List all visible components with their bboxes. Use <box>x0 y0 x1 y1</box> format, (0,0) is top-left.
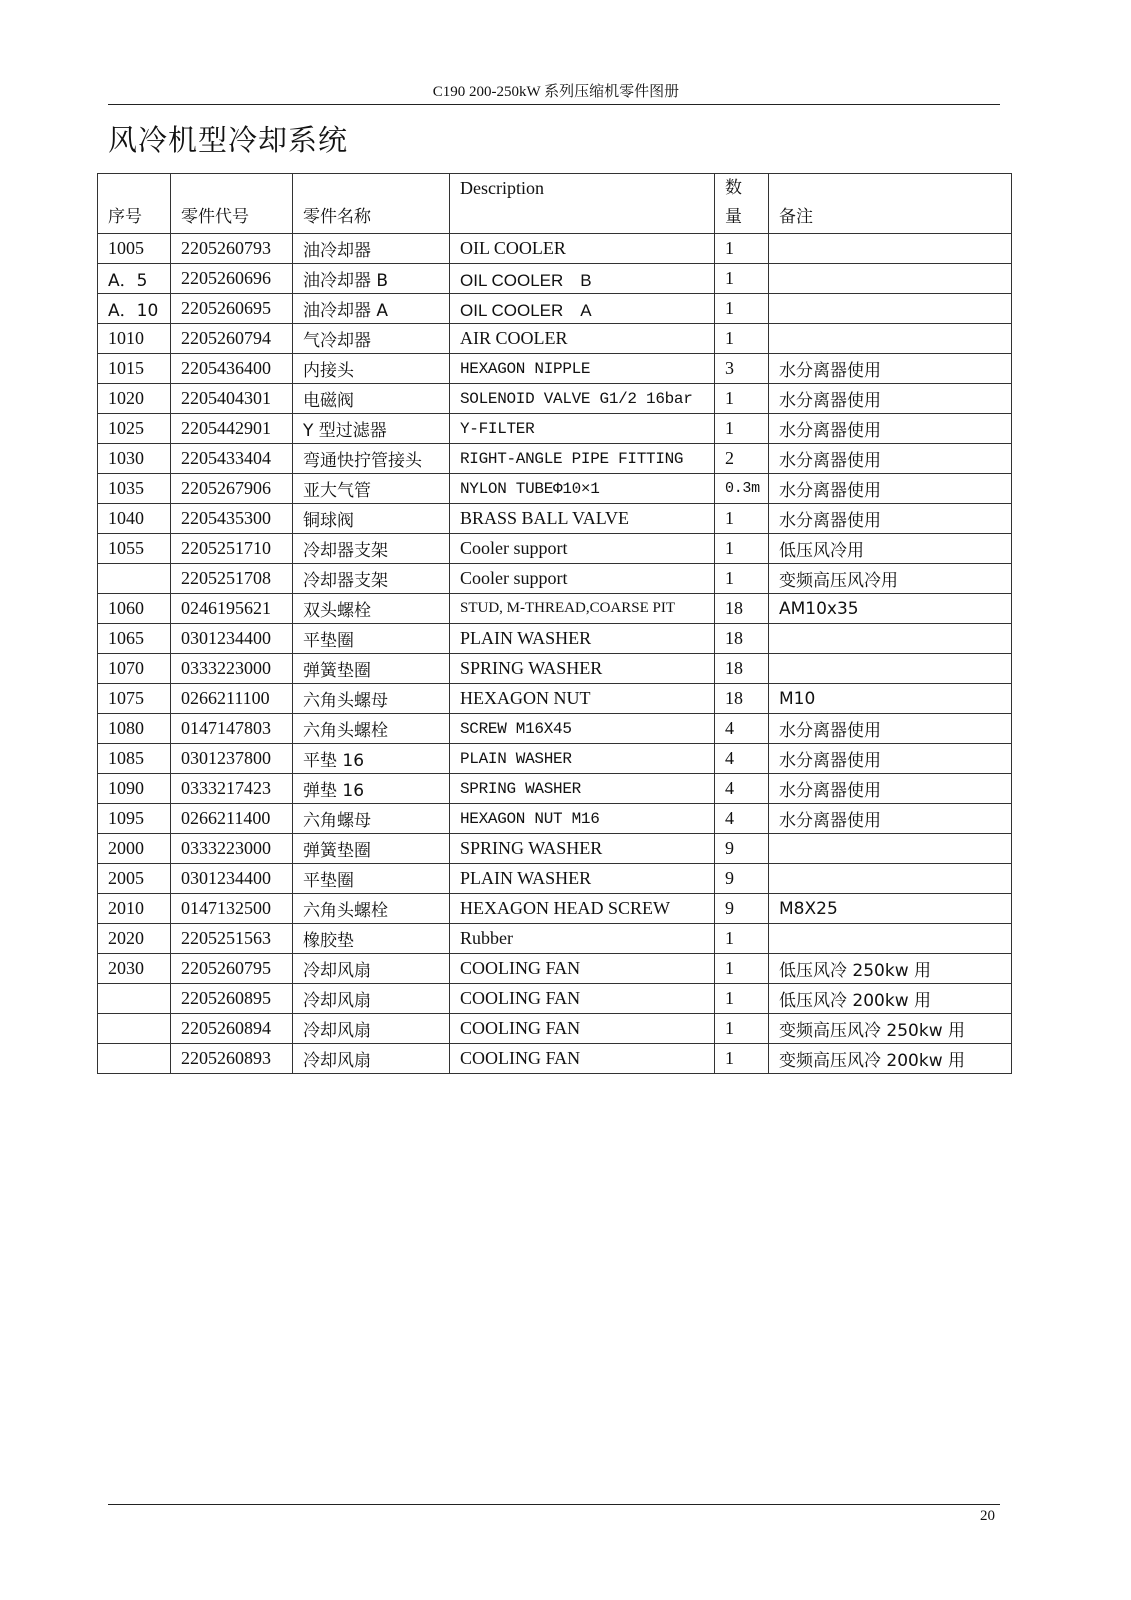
cell-remark: 水分离器使用 <box>769 354 1012 384</box>
cell-seq: 2030 <box>98 954 171 984</box>
header-divider <box>108 104 1000 105</box>
table-row <box>98 534 1012 564</box>
cell-seq: 1025 <box>98 414 171 444</box>
cell-description: HEXAGON NUT <box>450 684 715 714</box>
cell-name: 亚大气管 <box>293 474 450 504</box>
cell-remark: 低压风冷 250kw 用 <box>769 954 1012 984</box>
cell-part-no: 0147132500 <box>171 894 293 924</box>
cell-qty: 1 <box>715 324 769 354</box>
cell-part-no: 2205251563 <box>171 924 293 954</box>
cell-remark <box>769 234 1012 264</box>
running-header: C190 200-250kW 系列压缩机零件图册 <box>432 84 680 100</box>
cell-seq: 1095 <box>98 804 171 834</box>
table-row <box>98 294 1012 324</box>
cell-remark <box>769 294 1012 324</box>
cell-remark: M8X25 <box>769 894 1012 924</box>
page-title: 风冷机型冷却系统 <box>108 123 349 157</box>
cell-qty: 1 <box>715 264 769 294</box>
table-row <box>98 804 1012 834</box>
cell-name: 油冷却器 B <box>293 264 450 294</box>
cell-seq: 1055 <box>98 534 171 564</box>
cell-remark: M10 <box>769 684 1012 714</box>
cell-name: 橡胶垫 <box>293 924 450 954</box>
table-row <box>98 774 1012 804</box>
table-row <box>98 864 1012 894</box>
cell-name: 冷却器支架 <box>293 534 450 564</box>
cell-part-no: 2205260695 <box>171 294 293 324</box>
cell-description: OIL COOLER B <box>450 264 715 294</box>
cell-name: 铜球阀 <box>293 504 450 534</box>
cell-description: RIGHT-ANGLE PIPE FITTING <box>450 444 715 474</box>
cell-qty: 0.3m <box>715 474 769 504</box>
cell-name: 油冷却器 A <box>293 294 450 324</box>
cell-name: 冷却风扇 <box>293 954 450 984</box>
cell-name: 双头螺栓 <box>293 594 450 624</box>
cell-part-no: 2205260893 <box>171 1044 293 1074</box>
cell-description: COOLING FAN <box>450 954 715 984</box>
header-name: 零件名称 <box>293 174 450 234</box>
cell-description: Y-FILTER <box>450 414 715 444</box>
cell-seq: 2000 <box>98 834 171 864</box>
cell-seq: 1070 <box>98 654 171 684</box>
cell-name: 六角头螺栓 <box>293 714 450 744</box>
table-row <box>98 1044 1012 1074</box>
header-qty: 数 量 <box>715 174 769 234</box>
cell-description: SPRING WASHER <box>450 654 715 684</box>
cell-part-no: 2205251708 <box>171 564 293 594</box>
cell-part-no: 2205260793 <box>171 234 293 264</box>
table-row <box>98 894 1012 924</box>
cell-remark <box>769 654 1012 684</box>
table-row <box>98 504 1012 534</box>
cell-description: SOLENOID VALVE G1/2 16bar <box>450 384 715 414</box>
cell-name: 气冷却器 <box>293 324 450 354</box>
cell-qty: 4 <box>715 804 769 834</box>
cell-part-no: 0301237800 <box>171 744 293 774</box>
header-seq: 序号 <box>98 174 171 234</box>
cell-seq: 1030 <box>98 444 171 474</box>
cell-remark: 变频高压风冷 200kw 用 <box>769 1044 1012 1074</box>
cell-seq: 1005 <box>98 234 171 264</box>
table-row <box>98 924 1012 954</box>
cell-seq: 1090 <box>98 774 171 804</box>
table-row <box>98 324 1012 354</box>
cell-name: 冷却风扇 <box>293 984 450 1014</box>
table-header-row <box>98 174 1012 234</box>
cell-part-no: 0147147803 <box>171 714 293 744</box>
table-row <box>98 414 1012 444</box>
cell-qty: 9 <box>715 864 769 894</box>
cell-name: 油冷却器 <box>293 234 450 264</box>
cell-description: HEXAGON NUT M16 <box>450 804 715 834</box>
cell-name: 弹簧垫圈 <box>293 834 450 864</box>
cell-qty: 1 <box>715 384 769 414</box>
cell-qty: 1 <box>715 504 769 534</box>
table-row <box>98 564 1012 594</box>
cell-description: Rubber <box>450 924 715 954</box>
cell-part-no: 0246195621 <box>171 594 293 624</box>
cell-description: PLAIN WASHER <box>450 744 715 774</box>
parts-table <box>97 173 1012 1074</box>
cell-remark: 水分离器使用 <box>769 804 1012 834</box>
cell-part-no: 2205404301 <box>171 384 293 414</box>
cell-description: SPRING WASHER <box>450 774 715 804</box>
cell-part-no: 2205260895 <box>171 984 293 1014</box>
cell-description: PLAIN WASHER <box>450 864 715 894</box>
cell-description: PLAIN WASHER <box>450 624 715 654</box>
cell-remark: 水分离器使用 <box>769 444 1012 474</box>
cell-qty: 1 <box>715 414 769 444</box>
header-remark: 备注 <box>769 174 1012 234</box>
cell-part-no: 2205260795 <box>171 954 293 984</box>
cell-remark: 低压风冷 200kw 用 <box>769 984 1012 1014</box>
cell-name: 平垫 16 <box>293 744 450 774</box>
cell-qty: 4 <box>715 774 769 804</box>
cell-seq: 1015 <box>98 354 171 384</box>
cell-seq: 2010 <box>98 894 171 924</box>
cell-qty: 18 <box>715 594 769 624</box>
cell-description: HEXAGON HEAD SCREW <box>450 894 715 924</box>
cell-seq: A．10 <box>98 294 171 324</box>
cell-remark: 水分离器使用 <box>769 504 1012 534</box>
cell-seq: 1010 <box>98 324 171 354</box>
cell-remark <box>769 624 1012 654</box>
table-row <box>98 714 1012 744</box>
cell-description: Cooler support <box>450 564 715 594</box>
cell-part-no: 2205442901 <box>171 414 293 444</box>
parts-table-body <box>98 234 1012 1074</box>
cell-qty: 9 <box>715 894 769 924</box>
cell-part-no: 2205433404 <box>171 444 293 474</box>
cell-part-no: 0333217423 <box>171 774 293 804</box>
cell-seq: A．5 <box>98 264 171 294</box>
cell-remark: 变频高压风冷用 <box>769 564 1012 594</box>
cell-part-no: 2205260696 <box>171 264 293 294</box>
table-row <box>98 264 1012 294</box>
cell-description: COOLING FAN <box>450 1014 715 1044</box>
cell-qty: 1 <box>715 294 769 324</box>
cell-description: SPRING WASHER <box>450 834 715 864</box>
cell-remark <box>769 864 1012 894</box>
cell-name: 六角头螺母 <box>293 684 450 714</box>
cell-description: COOLING FAN <box>450 1044 715 1074</box>
cell-description: COOLING FAN <box>450 984 715 1014</box>
cell-remark: 水分离器使用 <box>769 714 1012 744</box>
cell-remark <box>769 264 1012 294</box>
cell-remark: 水分离器使用 <box>769 774 1012 804</box>
cell-name: 弯通快拧管接头 <box>293 444 450 474</box>
cell-description: STUD, M-THREAD,COARSE PIT <box>450 594 715 624</box>
table-row <box>98 594 1012 624</box>
table-row <box>98 954 1012 984</box>
cell-qty: 18 <box>715 654 769 684</box>
cell-remark: 水分离器使用 <box>769 384 1012 414</box>
cell-remark: AM10x35 <box>769 594 1012 624</box>
cell-seq: 1080 <box>98 714 171 744</box>
cell-part-no: 0333223000 <box>171 834 293 864</box>
cell-seq: 1085 <box>98 744 171 774</box>
cell-seq <box>98 1014 171 1044</box>
cell-name: 平垫圈 <box>293 864 450 894</box>
page-number: 20 <box>980 1508 995 1524</box>
table-row <box>98 354 1012 384</box>
cell-seq <box>98 984 171 1014</box>
cell-qty: 1 <box>715 984 769 1014</box>
cell-remark: 水分离器使用 <box>769 474 1012 504</box>
cell-qty: 2 <box>715 444 769 474</box>
cell-part-no: 2205267906 <box>171 474 293 504</box>
cell-remark: 变频高压风冷 250kw 用 <box>769 1014 1012 1044</box>
cell-qty: 4 <box>715 744 769 774</box>
table-row <box>98 384 1012 414</box>
cell-seq: 1065 <box>98 624 171 654</box>
cell-part-no: 0333223000 <box>171 654 293 684</box>
cell-name: 弹垫 16 <box>293 774 450 804</box>
cell-description: HEXAGON NIPPLE <box>450 354 715 384</box>
cell-description: BRASS BALL VALVE <box>450 504 715 534</box>
cell-qty: 1 <box>715 1044 769 1074</box>
cell-remark: 低压风冷用 <box>769 534 1012 564</box>
cell-qty: 18 <box>715 624 769 654</box>
cell-remark: 水分离器使用 <box>769 414 1012 444</box>
cell-qty: 1 <box>715 954 769 984</box>
cell-seq: 2005 <box>98 864 171 894</box>
cell-name: 电磁阀 <box>293 384 450 414</box>
table-row <box>98 684 1012 714</box>
cell-part-no: 0266211400 <box>171 804 293 834</box>
cell-qty: 3 <box>715 354 769 384</box>
table-row <box>98 834 1012 864</box>
cell-description: NYLON TUBEΦ10×1 <box>450 474 715 504</box>
table-row <box>98 624 1012 654</box>
cell-seq: 1075 <box>98 684 171 714</box>
cell-remark <box>769 834 1012 864</box>
cell-qty: 1 <box>715 1014 769 1044</box>
cell-qty: 1 <box>715 234 769 264</box>
cell-remark: 水分离器使用 <box>769 744 1012 774</box>
table-row <box>98 474 1012 504</box>
cell-qty: 1 <box>715 924 769 954</box>
cell-seq: 1060 <box>98 594 171 624</box>
cell-name: 内接头 <box>293 354 450 384</box>
cell-seq: 1040 <box>98 504 171 534</box>
cell-qty: 9 <box>715 834 769 864</box>
cell-description: Cooler support <box>450 534 715 564</box>
cell-seq <box>98 564 171 594</box>
table-row <box>98 654 1012 684</box>
cell-description: OIL COOLER A <box>450 294 715 324</box>
cell-part-no: 2205436400 <box>171 354 293 384</box>
cell-name: 弹簧垫圈 <box>293 654 450 684</box>
cell-seq: 1020 <box>98 384 171 414</box>
cell-qty: 1 <box>715 564 769 594</box>
cell-description: AIR COOLER <box>450 324 715 354</box>
table-row <box>98 984 1012 1014</box>
table-row <box>98 444 1012 474</box>
header-description: Description <box>450 174 715 234</box>
cell-seq: 1035 <box>98 474 171 504</box>
cell-part-no: 2205260894 <box>171 1014 293 1044</box>
cell-remark <box>769 924 1012 954</box>
cell-name: Y 型过滤器 <box>293 414 450 444</box>
cell-name: 六角头螺栓 <box>293 894 450 924</box>
cell-name: 平垫圈 <box>293 624 450 654</box>
header-part-no: 零件代号 <box>171 174 293 234</box>
cell-qty: 18 <box>715 684 769 714</box>
cell-part-no: 0266211100 <box>171 684 293 714</box>
table-row <box>98 744 1012 774</box>
cell-remark <box>769 324 1012 354</box>
cell-name: 冷却风扇 <box>293 1044 450 1074</box>
cell-qty: 1 <box>715 534 769 564</box>
cell-part-no: 2205435300 <box>171 504 293 534</box>
cell-qty: 4 <box>715 714 769 744</box>
cell-part-no: 0301234400 <box>171 864 293 894</box>
cell-name: 冷却风扇 <box>293 1014 450 1044</box>
cell-part-no: 0301234400 <box>171 624 293 654</box>
cell-seq: 2020 <box>98 924 171 954</box>
cell-name: 冷却器支架 <box>293 564 450 594</box>
table-row <box>98 234 1012 264</box>
footer-divider <box>108 1504 1000 1505</box>
cell-description: OIL COOLER <box>450 234 715 264</box>
cell-part-no: 2205260794 <box>171 324 293 354</box>
table-row <box>98 1014 1012 1044</box>
cell-description: SCREW M16X45 <box>450 714 715 744</box>
cell-part-no: 2205251710 <box>171 534 293 564</box>
cell-name: 六角螺母 <box>293 804 450 834</box>
cell-seq <box>98 1044 171 1074</box>
